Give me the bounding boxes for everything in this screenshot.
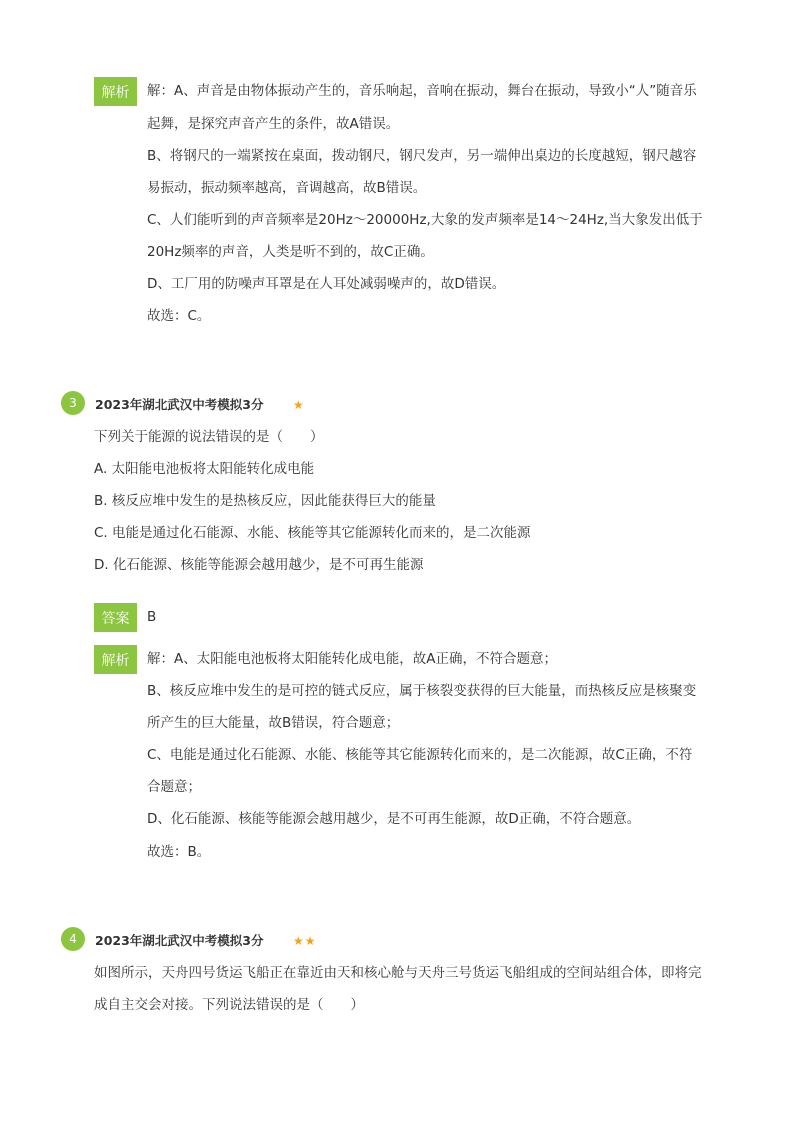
analysis-label: 解析 <box>94 645 137 674</box>
analysis-line: 易振动，振动频率越高，音调越高，故B错误。 <box>147 180 427 196</box>
question-stem: 下列关于能源的说法错误的是（ ） <box>94 429 324 445</box>
analysis-line: 解：A、声音是由物体振动产生的，音乐响起，音响在振动，舞台在振动，导致小“人”随音乐 <box>147 83 697 99</box>
option-c: C. 电能是通过化石能源、水能、核能等其它能源转化而来的，是二次能源 <box>94 525 531 541</box>
analysis-line: 解：A、太阳能电池板将太阳能转化成电能，故A正确，不符合题意； <box>147 651 557 667</box>
question-number-badge: 4 <box>61 927 85 951</box>
difficulty-stars-icon: ★ <box>293 398 305 412</box>
answer-label: 答案 <box>94 603 137 632</box>
answer-value: B <box>147 609 157 625</box>
analysis-line: C、人们能听到的声音频率是20Hz～20000Hz,大象的发声频率是14～24Hz,当大象发出低于 <box>147 212 703 228</box>
analysis-line: B、核反应堆中发生的是可控的链式反应，属于核裂变获得的巨大能量，而热核反应是核聚变 <box>147 683 697 699</box>
question-stem: 如图所示，天舟四号货运飞船正在靠近由天和核心舱与天舟三号货运飞船组成的空间站组合体，即将完 <box>94 965 702 981</box>
analysis-line: 合题意； <box>147 779 201 795</box>
analysis-line: 故选：B。 <box>147 844 211 860</box>
analysis-line: C、电能是通过化石能源、水能、核能等其它能源转化而来的，是二次能源，故C正确，不符 <box>147 747 693 763</box>
analysis-line: 故选：C。 <box>147 308 211 324</box>
analysis-line: 20Hz频率的声音，人类是听不到的，故C正确。 <box>147 244 434 260</box>
question-source-title: 2023年湖北武汉中考模拟3分 <box>95 933 264 948</box>
question-number-badge: 3 <box>61 391 85 415</box>
difficulty-stars-icon: ★★ <box>293 934 317 948</box>
option-b: B. 核反应堆中发生的是热核反应，因此能获得巨大的能量 <box>94 493 436 509</box>
question-source-title: 2023年湖北武汉中考模拟3分 <box>95 397 264 412</box>
analysis-line: 所产生的巨大能量，故B错误，符合题意； <box>147 715 400 731</box>
analysis-label: 解析 <box>94 77 137 106</box>
analysis-line: D、化石能源、核能等能源会越用越少，是不可再生能源，故D正确，不符合题意。 <box>147 811 641 827</box>
analysis-line: D、工厂用的防噪声耳罩是在人耳处减弱噪声的，故D错误。 <box>147 276 506 292</box>
option-a: A. 太阳能电池板将太阳能转化成电能 <box>94 461 315 477</box>
option-d: D. 化石能源、核能等能源会越用越少，是不可再生能源 <box>94 557 424 573</box>
analysis-line: B、将钢尺的一端紧按在桌面，拨动钢尺，钢尺发声，另一端伸出桌边的长度越短，钢尺越容 <box>147 148 697 164</box>
analysis-line: 起舞，是探究声音产生的条件，故A错误。 <box>147 116 400 132</box>
question-stem: 成自主交会对接。下列说法错误的是（ ） <box>94 997 364 1013</box>
